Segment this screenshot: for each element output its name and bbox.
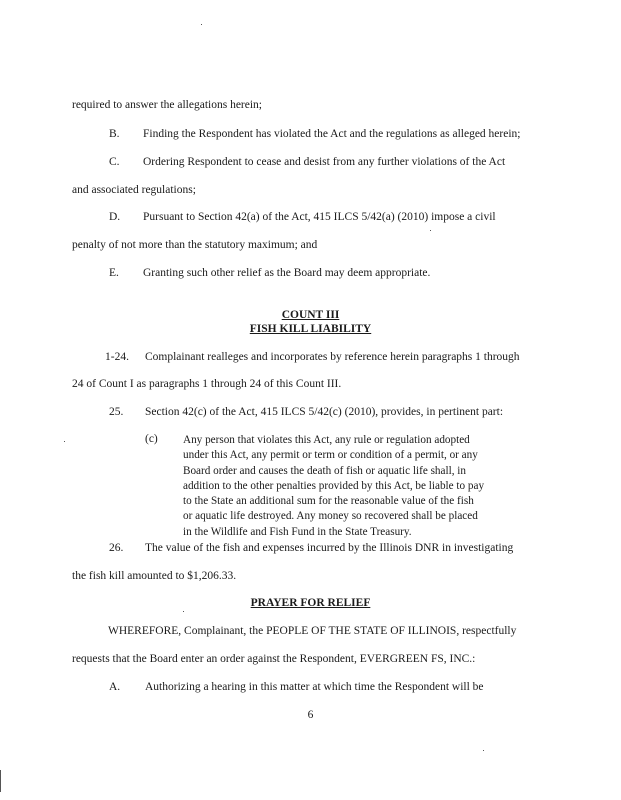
paragraph-26-number: 26. <box>109 542 124 554</box>
item-d-continuation: penalty of not more than the statutory maximum; and <box>72 239 318 251</box>
item-d-text: Pursuant to Section 42(a) of the Act, 415 ILCS 5/42(a) (2010) impose a civil <box>143 211 496 223</box>
page-number: 6 <box>307 709 314 721</box>
item-a-text: Authorizing a hearing in this matter at which time the Respondent will be <box>145 681 484 693</box>
paragraph-26-continuation: the fish kill amounted to $1,206.33. <box>72 570 237 582</box>
quote-line: or aquatic life destroyed. Any money so recovered shall be placed <box>183 510 478 523</box>
quote-line: in the Wildlife and Fish Fund in the State Treasury. <box>183 525 412 538</box>
paragraph-1-24-text: Complainant realleges and incorporates by reference herein paragraphs 1 through <box>145 351 520 363</box>
requests-text: requests that the Board enter an order against the Respondent, EVERGREEN FS, INC.: <box>72 653 476 665</box>
quote-line: Any person that violates this Act, any rule or regulation adopted <box>183 434 470 446</box>
quote-line: to the State an additional sum for the reasonable value of the fish <box>183 495 474 508</box>
item-d-label: D. <box>109 211 121 223</box>
scan-edge-mark <box>0 770 1 792</box>
paragraph-26-text: The value of the fish and expenses incurred by the Illinois DNR in investigating <box>145 542 514 554</box>
scan-speck <box>64 441 65 442</box>
block-quote <box>183 433 531 540</box>
item-c-text: Ordering Respondent to cease and desist from any further violations of the Act <box>143 156 506 168</box>
item-b-label: B. <box>109 128 120 140</box>
prayer-for-relief-title: PRAYER FOR RELIEF <box>250 597 371 609</box>
count-subtitle: FISH KILL LIABILITY <box>249 323 372 335</box>
block-quote-label: (c) <box>145 433 158 445</box>
scan-speck <box>201 24 202 25</box>
wherefore-text: WHEREFORE, Complainant, the PEOPLE OF THE STATE OF ILLINOIS, respectfully <box>108 625 517 637</box>
item-c-label: C. <box>109 156 120 168</box>
count-title: COUNT III <box>281 309 340 321</box>
paragraph-25-text: Section 42(c) of the Act, 415 ILCS 5/42(c) (2010), provides, in pertinent part: <box>145 406 504 418</box>
item-b-text: Finding the Respondent has violated the Act and the regulations as alleged herein; <box>143 128 521 140</box>
quote-line: under this Act, any permit or term or condition of a permit, or any <box>183 449 478 462</box>
scan-speck <box>483 750 484 751</box>
item-a-label: A. <box>109 681 121 693</box>
scan-speck <box>430 230 431 231</box>
quote-line: Board order and causes the death of fish or aquatic life shall, in <box>183 464 467 477</box>
quote-line: addition to the other penalties provided by this Act, be liable to pay <box>183 479 485 492</box>
item-e-label: E. <box>109 267 119 279</box>
item-e-text: Granting such other relief as the Board may deem appropriate. <box>143 267 431 279</box>
paragraph-1-24-number: 1-24. <box>105 351 129 363</box>
paragraph-1-24-continuation: 24 of Count I as paragraphs 1 through 24 of this Count III. <box>72 378 342 390</box>
item-c-continuation: and associated regulations; <box>72 184 196 196</box>
scan-speck <box>183 611 184 612</box>
prayer-tail: required to answer the allegations herein; <box>72 99 262 111</box>
paragraph-25-number: 25. <box>109 406 124 418</box>
